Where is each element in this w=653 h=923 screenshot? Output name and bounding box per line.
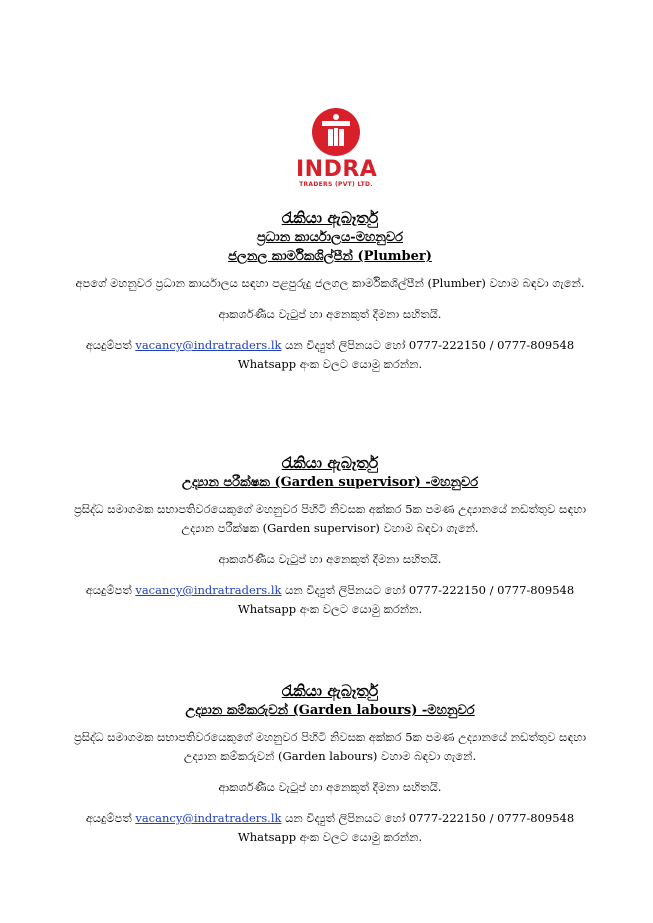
whatsapp-line: Whatsapp අංක වලට යොමු කරන්න. (237, 602, 423, 616)
section-heading: රැකියා ඇබෑර්තු (281, 453, 379, 472)
company-logo (296, 106, 376, 188)
office-location: ප්‍රධාන කාර්යාලය-මහනුවර (256, 230, 404, 245)
whatsapp-line: Whatsapp අංක වලට යොමු කරන්න. (237, 830, 423, 844)
contact-prefix: අයදුම්පත් (85, 583, 132, 597)
whatsapp-line: Whatsapp අංක වලට යොමු කරන්න. (237, 357, 423, 371)
contact-prefix: අයදුම්පත් (85, 811, 132, 825)
contact-line (60, 581, 600, 600)
job-description: ප්‍රසිද්ධ සමාගමක සභාපතිවරයෙකුගේ මහනුවර පිහිටි නිවසක අක්කර 5ක පමණ උද්‍යානයේ නඩත්තුව සඳහා උද්‍යාන කම්කරුවන් (Garden labours) වහාම බඳවා ගැනේ. (73, 730, 587, 763)
job-description: ප්‍රසිද්ධ සමාගමක සභාපතිවරයෙකුගේ මහනුවර පිහිටි නිවසක අක්කර 5ක පමණ උද්‍යානයේ නඩත්තුව සඳහා උද්‍යාන පරීක්ෂක (Garden supervisor) වහාම බඳවා ගැනේ. (73, 502, 587, 535)
email-link[interactable]: vacancy@indratraders.lk (135, 338, 282, 352)
contact-suffix: යන විද්‍යුත් ලිපිනයට හෝ 0777-222150 / 0777-809548 (285, 338, 575, 352)
benefits-text: ආකර්ශණීය වැටුප් හා අනෙකුත් දීමනා සහිතයි. (218, 552, 442, 566)
benefits-text: ආකර්ශණීය වැටුප් හා අනෙකුත් දීමනා සහිතයි. (218, 307, 442, 321)
job-title: උද්‍යාන කම්කරුවන් (Garden labours) -මහනුවර (185, 703, 475, 718)
vacancy-plumber (60, 208, 600, 374)
logo-sub-text: TRADERS (PVT) LTD. (299, 181, 373, 188)
job-title: ජලනල කාර්මිකශිල්පීන් (Plumber) (228, 249, 432, 264)
contact-line (60, 336, 600, 355)
section-heading: රැකියා ඇබෑර්තු (281, 681, 379, 700)
benefits-text: ආකර්ශණීය වැටුප් හා අනෙකුත් දීමනා සහිතයි. (218, 780, 442, 794)
contact-suffix: යන විද්‍යුත් ලිපිනයට හෝ 0777-222150 / 0777-809548 (285, 583, 575, 597)
logo-brand-text: INDRA (296, 157, 378, 182)
section-heading: රැකියා ඇබෑර්තු (281, 208, 379, 227)
contact-prefix: අයදුම්පත් (85, 338, 132, 352)
email-link[interactable]: vacancy@indratraders.lk (135, 583, 282, 597)
email-link[interactable]: vacancy@indratraders.lk (135, 811, 282, 825)
vacancy-garden-supervisor (60, 453, 600, 619)
contact-suffix: යන විද්‍යුත් ලිපිනයට හෝ 0777-222150 / 0777-809548 (285, 811, 575, 825)
job-title: උද්‍යාන පරීක්ෂක (Garden supervisor) -මහනුවර (181, 475, 479, 490)
vacancy-garden-labours (60, 681, 600, 847)
indra-logo-mark-icon (296, 106, 376, 158)
job-description: අපගේ මහනුවර ප්‍රධාන කාර්යාලය සඳහා පළපුරුදු ජලගල කාර්මිකශිල්පීන් (Plumber) වහාම බඳවා ගැනේ. (75, 276, 585, 290)
contact-line (60, 809, 600, 828)
